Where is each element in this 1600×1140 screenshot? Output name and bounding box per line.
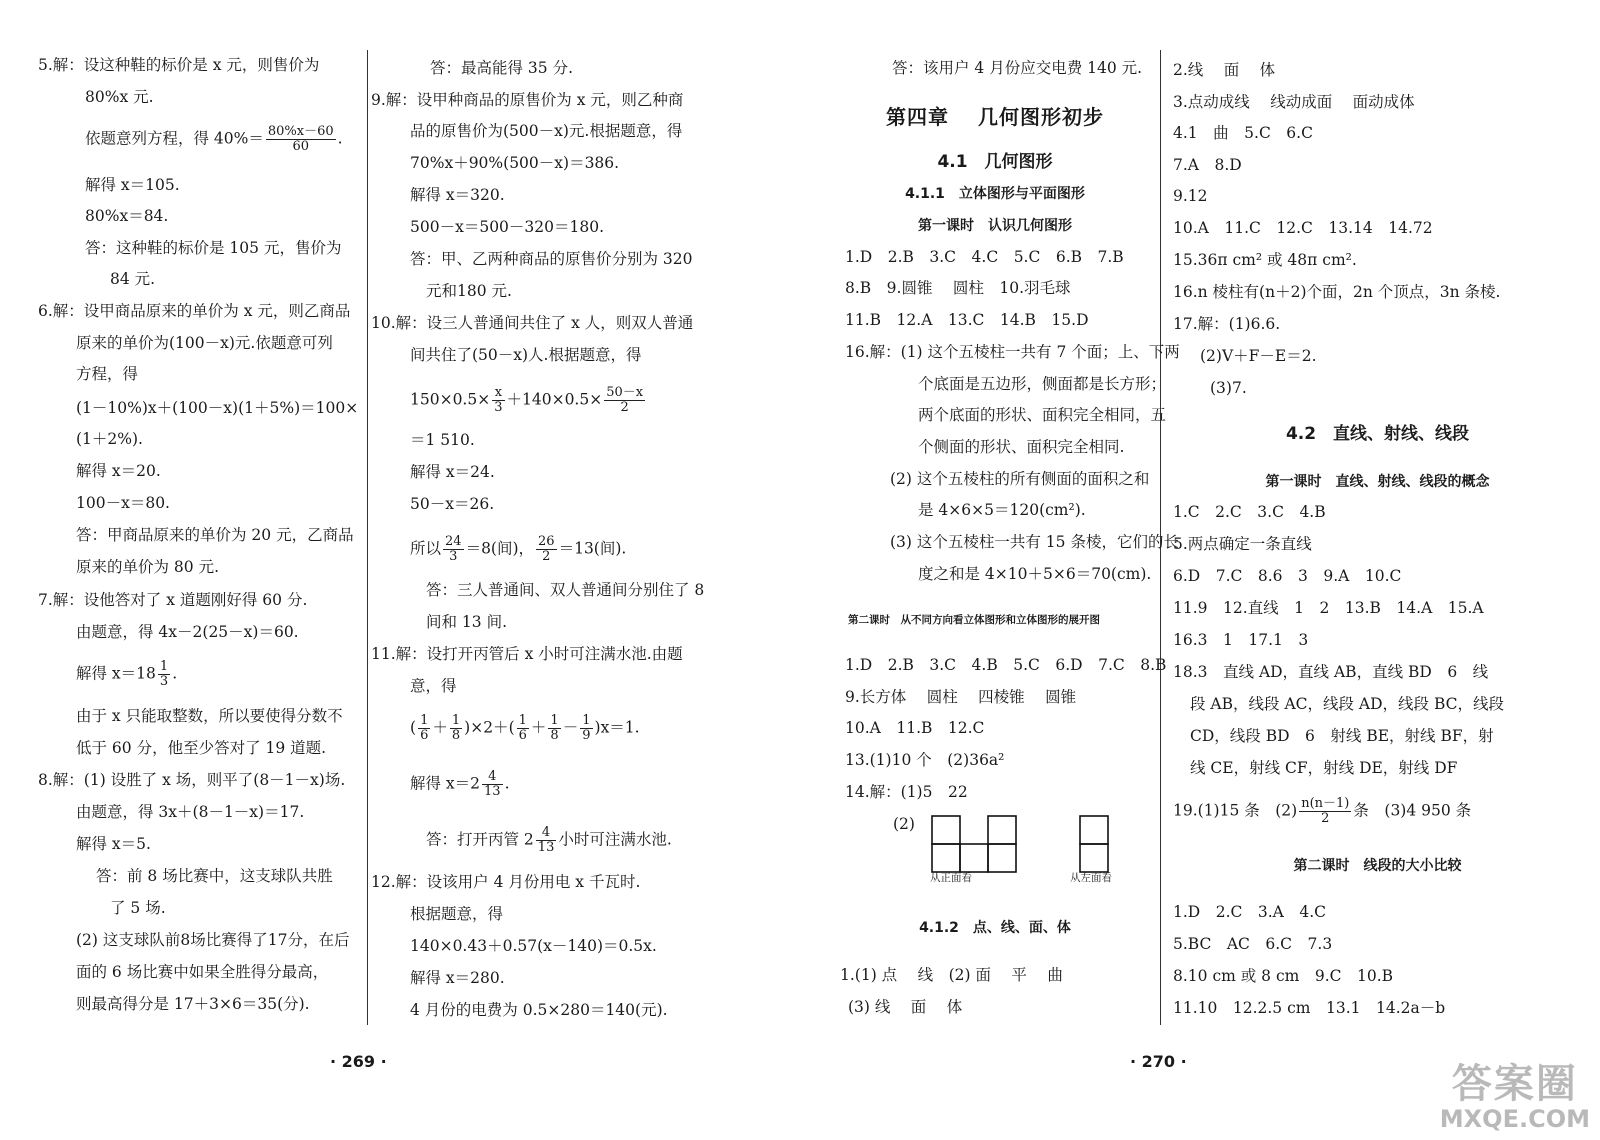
text-line: 1.C 2.C 3.C 4.B <box>1173 503 1326 521</box>
text-line: 17.解：(1)6.6. <box>1173 315 1281 333</box>
text-line: 解得 x＝18 $\frac{1}{3}$ . <box>76 659 178 689</box>
fraction: $\frac{1}{3}$ <box>159 659 169 689</box>
text-line: 间共住了(50－x)人.根据题意，得 <box>410 346 642 364</box>
fraction: $\frac{4}{13}$ <box>484 769 501 799</box>
text-line: 8.B 9.圆锥 圆柱 10.羽毛球 <box>845 279 1071 297</box>
text-line: 6.解：设甲商品原来的单价为 x 元，则乙商品 <box>38 302 351 320</box>
text-line: 70%x＋90%(500－x)＝386. <box>410 154 620 172</box>
text-line: 9.长方体 圆柱 四棱锥 圆锥 <box>845 688 1077 706</box>
text-line: 11.B 12.A 13.C 14.B 15.D <box>845 311 1089 329</box>
text-line: 由题意，得 4x－2(25－x)＝60. <box>76 623 299 641</box>
view-square <box>932 816 960 844</box>
text-line: 解得 x＝2 $\frac{4}{13}$ . <box>410 769 510 799</box>
text-line: 原来的单价为 80 元. <box>76 558 220 576</box>
text-line: 7.解：设他答对了 x 道题刚好得 60 分. <box>38 591 308 609</box>
view-square <box>960 844 988 872</box>
text-line: (3) 这个五棱柱一共有 15 条棱，它们的长 <box>890 533 1179 551</box>
fraction: $\frac{50-x}{2}$ <box>606 385 644 415</box>
text-line: (3) 线 面 体 <box>848 998 963 1016</box>
text-line: (2) <box>893 815 915 833</box>
text-line: 解得 x＝320. <box>410 186 505 204</box>
text-line: 方程，得 <box>76 365 139 383</box>
page-number-left: · 269 · <box>330 1052 387 1071</box>
text-line: 10.A 11.C 12.C 13.14 14.72 <box>1173 219 1433 237</box>
text-line: 了 5 场. <box>110 899 166 917</box>
text-line: 500－x＝500－320＝180. <box>410 218 605 236</box>
text-line: 12.解：设该用户 4 月份用电 x 千瓦时. <box>371 873 641 891</box>
text-line: (1－10%)x＋(100－x)(1＋5%)＝100× <box>76 399 359 417</box>
section-title: 4.2 直线、射线、线段 <box>1285 424 1470 444</box>
text-line: 1.(1) 点 线 (2) 面 平 曲 <box>840 966 1063 984</box>
column-divider-left <box>367 50 368 1025</box>
text-line: ＝1 510. <box>410 431 475 449</box>
fraction: $\frac{1}{8}$ <box>550 713 559 743</box>
text-line: 答：该用户 4 月份应交电费 140 元. <box>892 59 1143 77</box>
text-line: 84 元. <box>110 270 156 288</box>
text-line: 11.解：设打开丙管后 x 小时可注满水池.由题 <box>371 645 683 663</box>
text-line: 1.D 2.B 3.C 4.B 5.C 6.D 7.C 8.B <box>845 656 1167 674</box>
text-line: 80%x＝84. <box>85 207 169 225</box>
text-line: 个底面是五边形，侧面都是长方形； <box>918 375 1167 393</box>
watermark-logo: 答案圈 MXQE.COM <box>1439 1061 1590 1133</box>
text-line: 11.9 12.直线 1 2 13.B 14.A 15.A <box>1173 599 1484 617</box>
lesson-title: 第二课时 从不同方向看立体图形和立体图形的展开图 <box>848 614 1100 626</box>
text-line: 11.10 12.2.5 cm 13.1 14.2a－b <box>1173 999 1446 1017</box>
text-line: 1.D 2.C 3.A 4.C <box>1173 903 1326 921</box>
text-line: 9.12 <box>1173 187 1208 205</box>
text-line: 答：三人普通间、双人普通间分别住了 8 <box>426 581 705 599</box>
text-line: 个侧面的形状、面积完全相同. <box>918 438 1125 456</box>
fraction: $\frac{1}{6}$ <box>518 713 527 743</box>
text-line: 是 4×6×5＝120(cm²). <box>918 501 1086 519</box>
text-line: 16.n 棱柱有(n＋2)个面，2n 个顶点，3n 条棱. <box>1173 283 1501 301</box>
text-line: 16.3 1 17.1 3 <box>1173 631 1309 649</box>
text-line: 1.D 2.B 3.C 4.C 5.C 6.B 7.B <box>845 248 1124 266</box>
text-line: 8.解：(1) 设胜了 x 场，则平了(8－1－x)场. <box>38 771 346 789</box>
view-square <box>1080 816 1108 844</box>
text-line: 由题意，得 3x＋(8－1－x)＝17. <box>76 803 305 821</box>
text-line: 16.解：(1) 这个五棱柱一共有 7 个面；上、下两 <box>845 343 1180 361</box>
text-line: 19.(1)15 条 (2) $\frac{n(n-1)}{2}$ 条 (3)4 950 条 <box>1173 796 1472 826</box>
text-line: 9.解：设甲种商品的原售价为 x 元，则乙种商 <box>371 91 684 109</box>
text-line: 答：甲商品原来的单价为 20 元，乙商品 <box>76 526 354 544</box>
text-line: 6.D 7.C 8.6 3 9.A 10.C <box>1173 567 1402 585</box>
text-line: 间和 13 间. <box>426 613 508 631</box>
text-line: 50－x＝26. <box>410 495 495 513</box>
text-line: 3.点动成线 线动成面 面动成体 <box>1173 93 1415 111</box>
text-line: 元和180 元. <box>426 282 512 300</box>
text-line: 答：打开丙管 2 $\frac{4}{13}$ 小时可注满水池. <box>426 825 672 855</box>
text-line: 18.3 直线 AD，直线 AB，直线 BD 6 线 <box>1173 663 1489 681</box>
text-line: CD，线段 BD 6 射线 BE，射线 BF，射 <box>1190 727 1494 745</box>
fraction: $\frac{24}{3}$ <box>445 534 462 564</box>
text-line: 5.解：设这种鞋的标价是 x 元，则售价为 <box>38 56 320 74</box>
text-line: 度之和是 4×10＋5×6＝70(cm). <box>918 565 1152 583</box>
page-number-right: · 270 · <box>1130 1052 1187 1071</box>
text-line: 段 AB，线段 AC，线段 AD，线段 BC，线段 <box>1190 695 1505 713</box>
text-line: 140×0.43＋0.57(x－140)＝0.5x. <box>410 937 657 955</box>
text-line: 则最高得分是 17＋3×6＝35(分). <box>76 995 310 1013</box>
fraction: $\frac{80\%x-60}{60}$ <box>267 124 334 154</box>
text-line: 线 CE，射线 CF，射线 DE，射线 DF <box>1190 759 1458 777</box>
text-line: 根据题意，得 <box>410 905 504 923</box>
text-line: 4.1 曲 5.C 6.C <box>1173 124 1313 142</box>
text-line: ( $\frac{1}{6}$ ＋ $\frac{1}{8}$ )×2＋( $\frac{1}{6}$ ＋ $\frac{1}{8}$ － $\frac{1}{9}$ )x＝1. <box>410 713 640 743</box>
subsection-title: 4.1.1 立体图形与平面图形 <box>905 186 1085 202</box>
text-line: 原来的单价为(100－x)元.依题意可列 <box>76 334 333 352</box>
fraction: $\frac{1}{9}$ <box>582 713 591 743</box>
text-line: 15.36π cm² 或 48π cm². <box>1173 251 1357 269</box>
text-line: 解得 x＝280. <box>410 969 505 987</box>
subsection-title: 4.1.2 点、线、面、体 <box>919 920 1071 936</box>
view-square <box>988 816 1016 844</box>
text-line: 答：最高能得 35 分. <box>430 59 574 77</box>
text-line: (2) 这支球队前8场比赛得了17分，在后 <box>76 931 350 949</box>
text-line: 意，得 <box>410 677 457 695</box>
view-label-left: 从左面看 <box>1070 872 1112 884</box>
view-square <box>1080 844 1108 872</box>
lesson-title: 第一课时 直线、射线、线段的概念 <box>1265 474 1490 490</box>
text-line: (3)7. <box>1210 379 1247 397</box>
view-label-front: 从正面看 <box>930 872 972 884</box>
lesson-title: 第一课时 认识几何图形 <box>918 218 1072 234</box>
text-line: 答：这种鞋的标价是 105 元，售价为 <box>85 239 342 257</box>
text-line: 答：甲、乙两种商品的原售价分别为 320 <box>410 250 693 268</box>
text-line: 解得 x＝20. <box>76 462 161 480</box>
text-line: 品的原售价为(500－x)元.根据题意，得 <box>410 122 683 140</box>
chapter-title: 第四章 几何图形初步 <box>886 105 1104 129</box>
text-line: 100－x＝80. <box>76 494 170 512</box>
text-line: (2)V＋F－E＝2. <box>1200 347 1317 365</box>
text-line: 10.A 11.B 12.C <box>845 719 985 737</box>
view-square <box>932 844 960 872</box>
text-line: 低于 60 分，他至少答对了 19 道题. <box>76 739 327 757</box>
text-line: 解得 x＝24. <box>410 463 495 481</box>
text-line: 解得 x＝5. <box>76 835 151 853</box>
fraction: $\frac{n(n-1)}{2}$ <box>1301 796 1350 826</box>
text-line: 80%x 元. <box>85 88 154 106</box>
text-line: (2) 这个五棱柱的所有侧面的面积之和 <box>890 470 1150 488</box>
text-line: 10.解：设三人普通间共住了 x 人，则双人普通 <box>371 314 694 332</box>
text-line: 答：前 8 场比赛中，这支球队共胜 <box>96 867 333 885</box>
view-square <box>988 844 1016 872</box>
fraction: $\frac{x}{3}$ <box>494 385 503 415</box>
lesson-title: 第二课时 线段的大小比较 <box>1293 858 1462 874</box>
text-line: 由于 x 只能取整数，所以要使得分数不 <box>76 707 343 725</box>
text-line: (1＋2%). <box>76 430 143 448</box>
fraction: $\frac{1}{8}$ <box>451 713 461 743</box>
text-line: 5.BC AC 6.C 7.3 <box>1173 935 1333 953</box>
text-line: 面的 6 场比赛中如果全胜得分最高， <box>76 963 329 981</box>
text-line: 所以 $\frac{24}{3}$ ＝8(间)， $\frac{26}{2}$ ＝13(间). <box>410 534 627 564</box>
text-line: 14.解：(1)5 22 <box>845 783 968 801</box>
text-line: 4 月份的电费为 0.5×280＝140(元). <box>410 1001 668 1019</box>
text-line: 2.线 面 体 <box>1173 61 1276 79</box>
text-line: 5.两点确定一条直线 <box>1173 535 1312 553</box>
text-line: 两个底面的形状、面积完全相同，五 <box>918 406 1167 424</box>
text-line: 依题意列方程，得 40%＝ $\frac{80\%x-60}{60}$ . <box>85 124 343 154</box>
fraction: $\frac{1}{6}$ <box>420 713 429 743</box>
text-line: 150×0.5× $\frac{x}{3}$ ＋140×0.5× $\frac{50-x}{2}$ <box>410 385 644 415</box>
text-line: 13.(1)10 个 (2)36a² <box>845 751 1005 769</box>
section-title: 4.1 几何图形 <box>937 152 1053 172</box>
text-line: 8.10 cm 或 8 cm 9.C 10.B <box>1173 967 1394 985</box>
fraction: $\frac{4}{13}$ <box>537 825 555 855</box>
text-line: 解得 x＝105. <box>85 176 180 194</box>
text-line: 7.A 8.D <box>1173 156 1242 174</box>
fraction: $\frac{26}{2}$ <box>538 534 555 564</box>
